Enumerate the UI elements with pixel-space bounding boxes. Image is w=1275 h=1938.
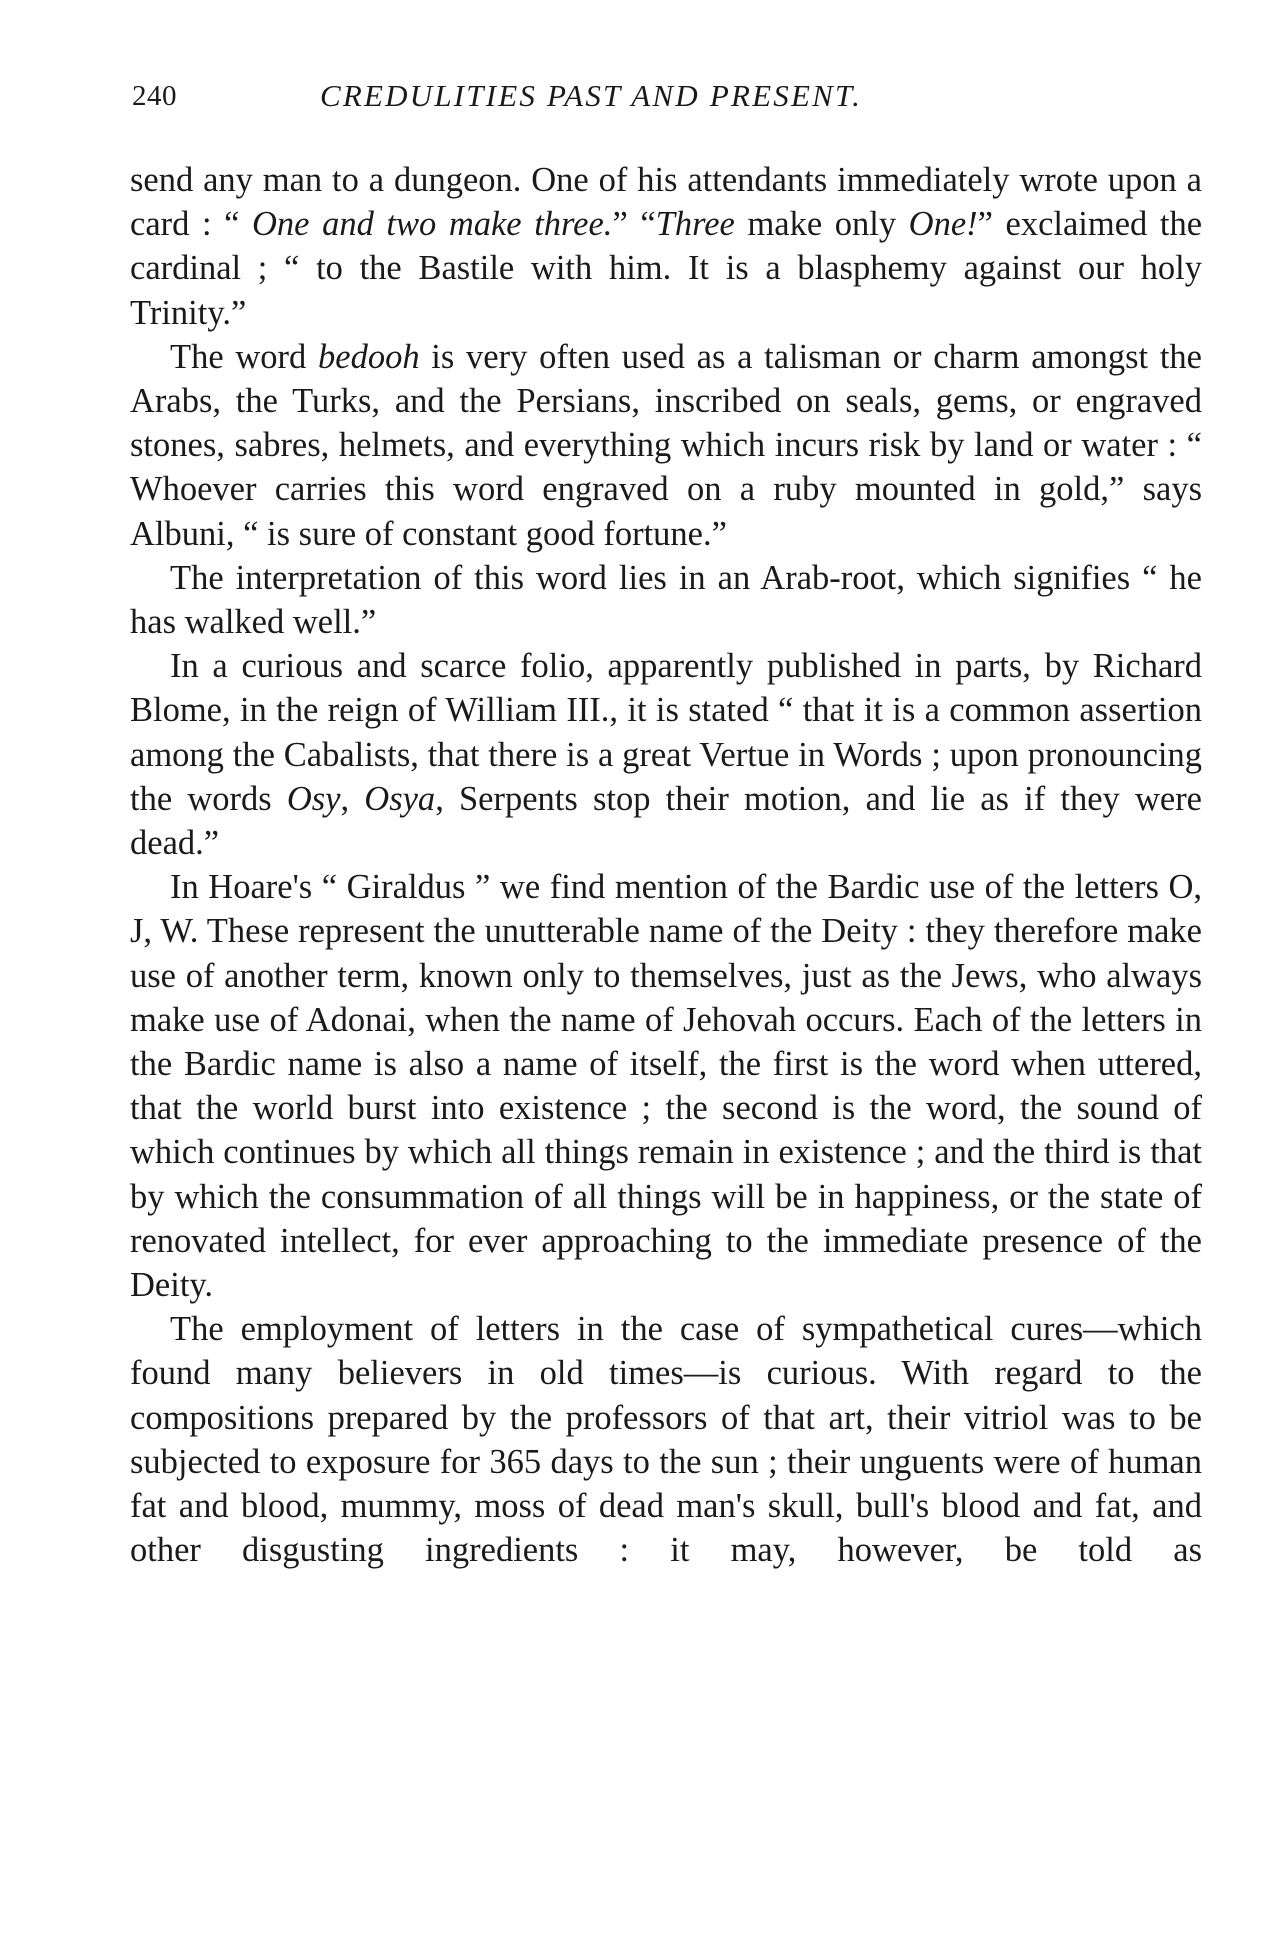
paragraph-5: In Hoare's “ Giraldus ” we find mention of the Bardic use of the letters O, J, W. These represent the unutterable name of the Deity : they therefore make use of another term, known only to themselves, just as the Jews, who always make use of Adonai, when the name of Jehovah occurs. Each of the letters in the Bardic name is also a name of itself, the first is the word when uttered, that the world burst into existence ; the second is the word, the sound of which continues by which all things remain in existence ; and the third is that by which the consummation of all things will be in happiness, or the state of renovated intellect, for ever approaching to the immediate presence of the Deity. [130,868,1202,1305]
paragraph-3: The interpretation of this word lies in an Arab-root, which signifies “ he has walked well.” [130,558,1202,642]
book-page [130,78,1202,1573]
page-number: 240 [132,80,177,112]
paragraph-1: send any man to a dungeon. One of his attendants immediately wrote upon a card : “ One and two make three.” “Three make only One!” exclaimed the cardinal ; “ to the Bastile with him. It is a blasphemy against our holy Trinity.” [130,161,1203,332]
page-header [130,78,1202,118]
paragraph-6: The employment of letters in the case of sympathetical cures—which found many believers in old times—is curious. With regard to the compositions prepared by the professors of that art, their vitriol was to be subjected to exposure for 365 days to the sun ; their unguents were of human fat and blood, mummy, moss of dead man's skull, bull's blood and fat, and other disgusting ingredients : it may, however, be told as [130,1310,1202,1570]
body-text [130,158,1202,1573]
paragraph-2: The word bedooh is very often used as a talisman or charm amongst the Arabs, the Turks, and the Persians, inscribed on seals, gems, or engraved stones, sabres, helmets, and everything which incurs risk by land or water : “ Whoever carries this word engraved on a ruby mounted in gold,” says Albuni, “ is sure of constant good fortune.” [130,337,1202,553]
paragraph-4: In a curious and scarce folio, apparently published in parts, by Richard Blome, in the reign of William III., it is stated “ that it is a common assertion among the Cabalists, that there is a great Vertue in Words ; upon pronouncing the words Osy, Osya, Serpents stop their motion, and lie as if they were dead.” [130,647,1202,863]
running-title: CREDULITIES PAST AND PRESENT. [320,78,863,113]
